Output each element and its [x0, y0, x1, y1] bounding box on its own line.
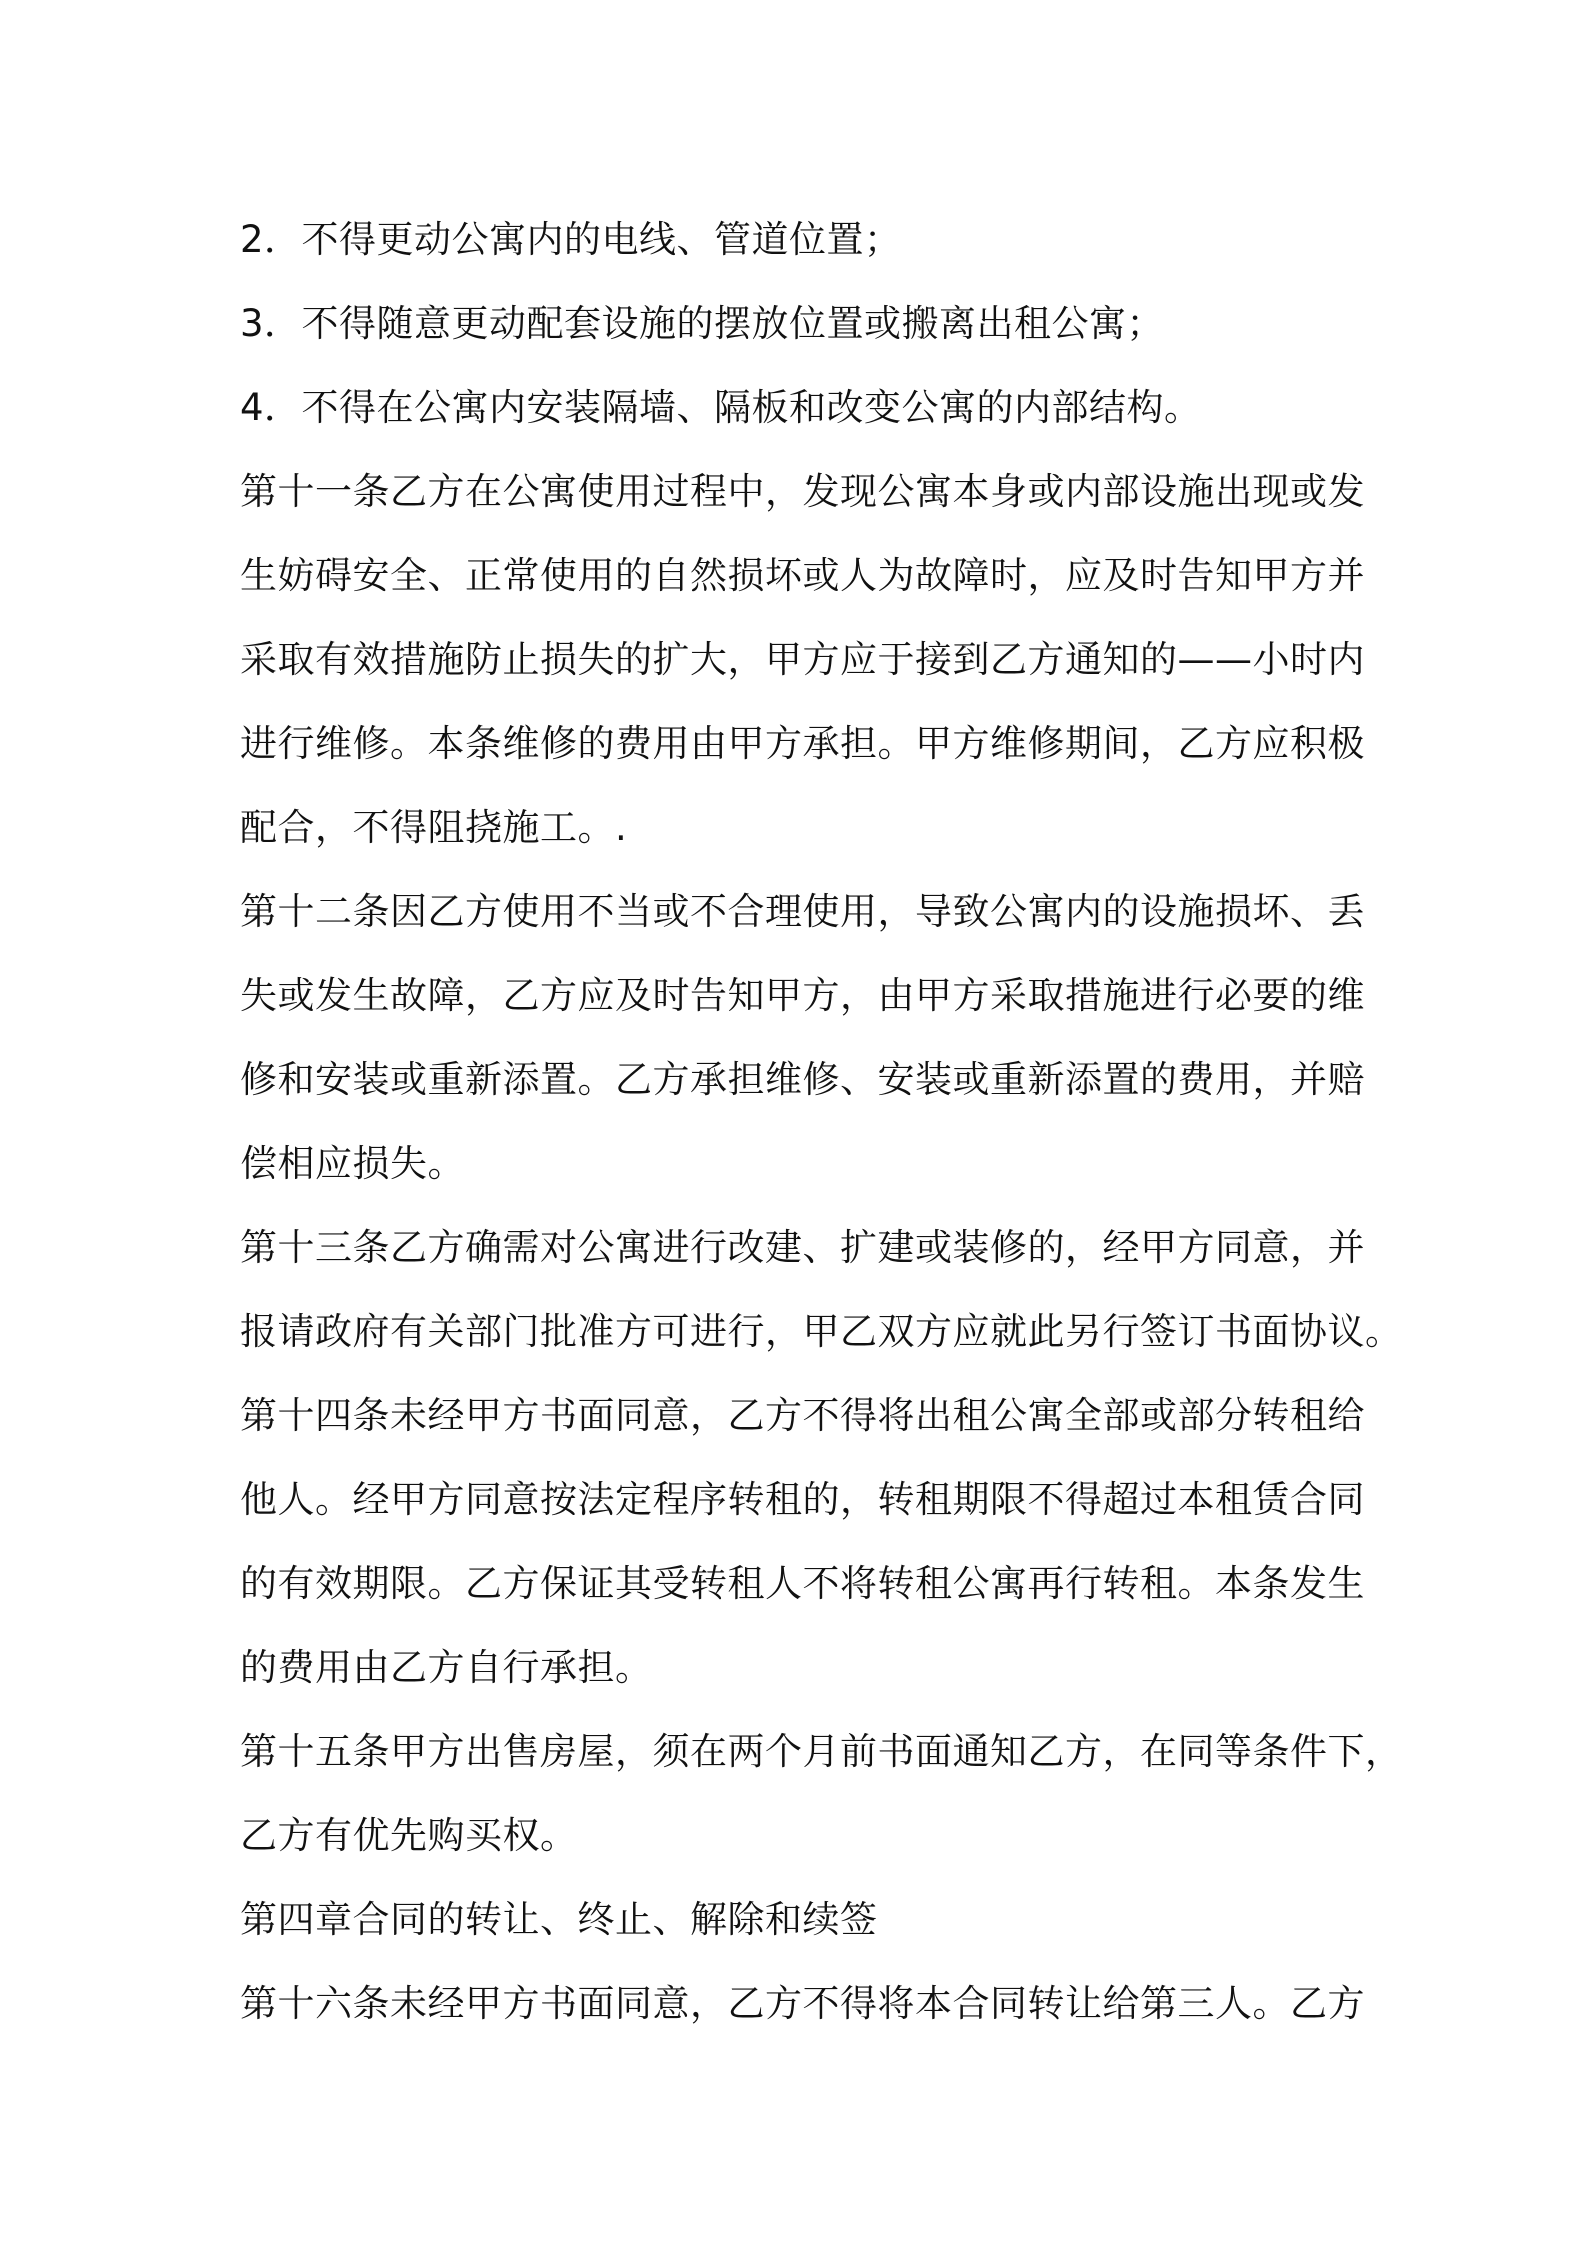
article-12-line-4: 偿相应损失。 — [240, 1142, 465, 1185]
article-12-line-1: 第十二条因乙方使用不当或不合理使用，导致公寓内的设施损坏、丢 — [240, 890, 1365, 933]
article-11-line-4: 进行维修。本条维修的费用由甲方承担。甲方维修期间，乙方应积极 — [240, 722, 1365, 765]
document-body — [240, 198, 1403, 2046]
chapter-4-heading: 第四章合同的转让、终止、解除和续签 — [240, 1898, 878, 1941]
article-13-line-1: 第十三条乙方确需对公寓进行改建、扩建或装修的，经甲方同意，并 — [240, 1226, 1365, 1269]
article-12-line-2: 失或发生故障，乙方应及时告知甲方，由甲方采取措施进行必要的维 — [240, 974, 1365, 1017]
article-14-line-1: 第十四条未经甲方书面同意，乙方不得将出租公寓全部或部分转租给 — [240, 1394, 1365, 1437]
article-13-line-2: 报请政府有关部门批准方可进行，甲乙双方应就此另行签订书面协议。 — [240, 1310, 1403, 1353]
article-11-line-1: 第十一条乙方在公寓使用过程中，发现公寓本身或内部设施出现或发 — [240, 470, 1365, 513]
text-line-item-3: 3．不得随意更动配套设施的摆放位置或搬离出租公寓； — [240, 302, 1165, 345]
article-15-line-2: 乙方有优先购买权。 — [240, 1814, 578, 1857]
article-14-line-4: 的费用由乙方自行承担。 — [240, 1646, 653, 1689]
article-11-line-2: 生妨碍安全、正常使用的自然损坏或人为故障时，应及时告知甲方并 — [240, 554, 1365, 597]
article-11-line-3: 采取有效措施防止损失的扩大，甲方应于接到乙方通知的——小时内 — [240, 638, 1365, 681]
article-15-line-1: 第十五条甲方出售房屋，须在两个月前书面通知乙方，在同等条件下， — [240, 1730, 1403, 1773]
article-14-line-3: 的有效期限。乙方保证其受转租人不将转租公寓再行转租。本条发生 — [240, 1562, 1365, 1605]
article-16-line-1: 第十六条未经甲方书面同意，乙方不得将本合同转让给第三人。乙方 — [240, 1982, 1365, 2025]
text-line-item-2: 2．不得更动公寓内的电线、管道位置； — [240, 218, 902, 261]
article-14-line-2: 他人。经甲方同意按法定程序转租的，转租期限不得超过本租赁合同 — [240, 1478, 1365, 1521]
article-11-line-5: 配合，不得阻挠施工。. — [240, 806, 628, 849]
text-line-item-4: 4．不得在公寓内安装隔墙、隔板和改变公寓的内部结构。 — [240, 386, 1202, 429]
article-12-line-3: 修和安装或重新添置。乙方承担维修、安装或重新添置的费用，并赔 — [240, 1058, 1365, 1101]
